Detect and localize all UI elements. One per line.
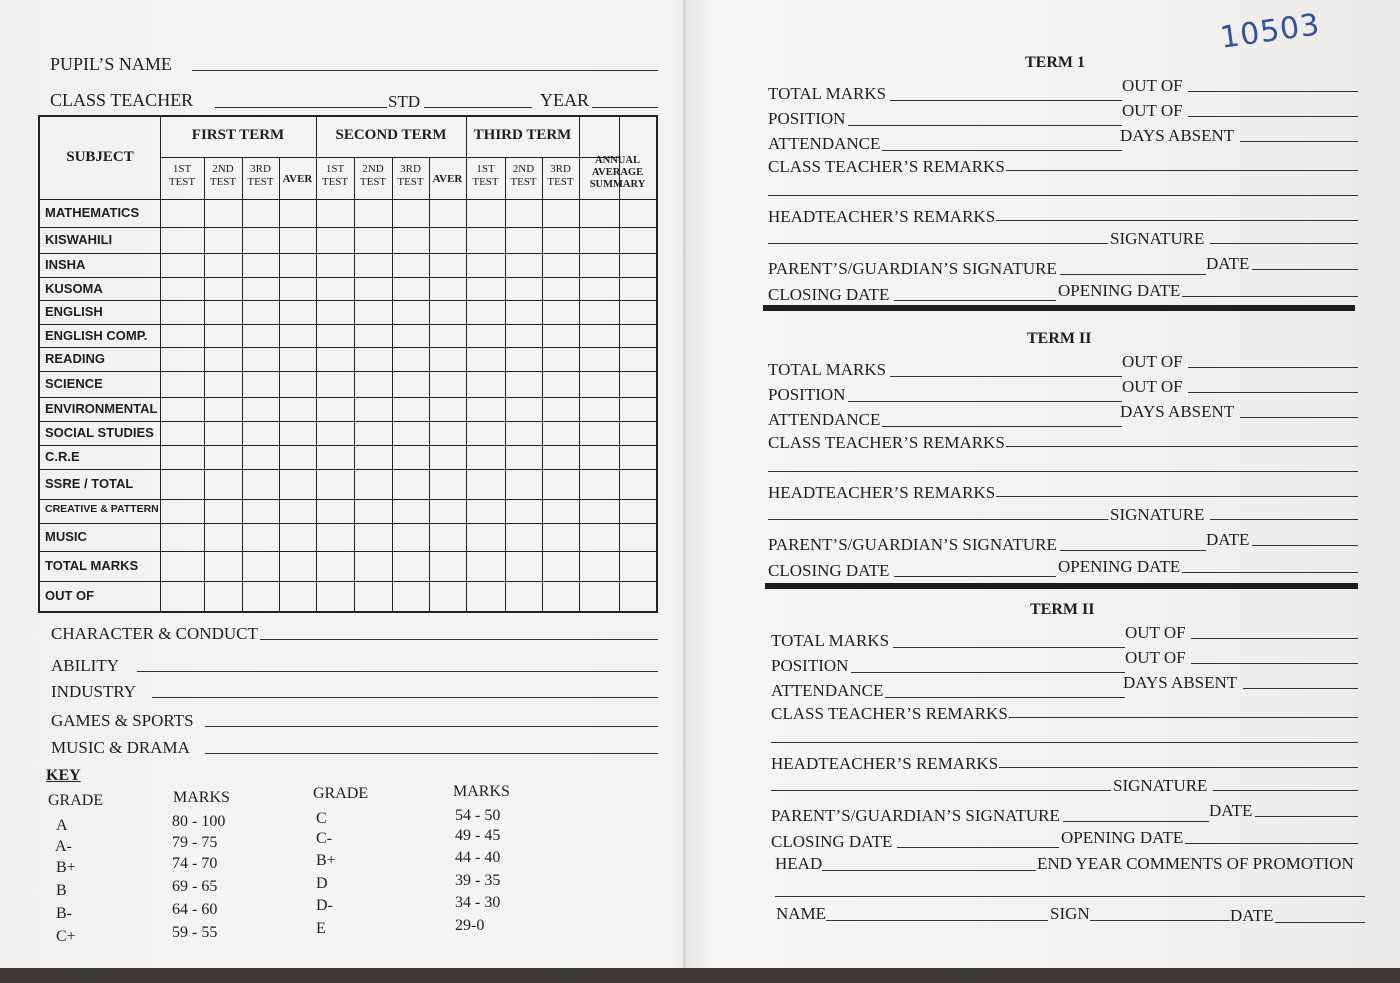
table-row-line	[40, 445, 656, 446]
subject-name: TOTAL MARKS	[45, 558, 139, 573]
key-marks-1: 59 - 55	[172, 924, 218, 941]
table-row-line	[40, 397, 656, 398]
term-title: TERM 1	[1025, 54, 1085, 71]
test-col-header: 2ND TEST	[510, 163, 537, 188]
table-row-line	[40, 324, 656, 325]
subject-name: CREATIVE & PATTERN	[45, 503, 159, 515]
table-col-line	[354, 157, 355, 611]
class-teacher-remarks-label: CLASS TEACHER’S REMARKS	[771, 704, 1008, 723]
closing-date-label: CLOSING DATE	[771, 832, 893, 851]
opening-date-label: OPENING DATE	[1058, 557, 1181, 576]
annual-average-header: ANNUAL AVERAGE SUMMARY	[589, 155, 646, 191]
date-label: DATE	[1206, 254, 1250, 273]
headteacher-sign-line[interactable]	[768, 243, 1108, 244]
key-marks-header-2: MARKS	[453, 783, 510, 800]
key-grade-2: C-	[316, 830, 332, 847]
headteacher-remarks-field[interactable]	[996, 496, 1358, 497]
class-teacher-field[interactable]	[215, 107, 387, 108]
parent-signature-label: PARENT’S/GUARDIAN’S SIGNATURE	[771, 806, 1060, 825]
key-title: KEY	[46, 767, 81, 784]
year-label: YEAR	[540, 90, 589, 110]
subject-name: ENGLISH	[45, 304, 103, 319]
key-grade-header-2: GRADE	[313, 785, 369, 802]
table-col-line	[316, 117, 317, 611]
table-col-line	[392, 157, 393, 611]
key-grade-1: B+	[56, 859, 76, 876]
total-out-of-field[interactable]	[1188, 91, 1358, 92]
subject-name: MATHEMATICS	[45, 205, 140, 220]
headteacher-remarks-label: HEADTEACHER’S REMARKS	[768, 207, 996, 226]
table-row-line	[40, 551, 656, 552]
date-label: DATE	[1209, 801, 1253, 820]
key-marks-2: 34 - 30	[455, 894, 501, 911]
table-col-line	[429, 157, 430, 611]
headteacher-sign-line[interactable]	[771, 790, 1111, 791]
test-col-header: 1ST TEST	[321, 163, 349, 188]
marks-table	[38, 115, 658, 613]
key-grade-2: E	[316, 920, 326, 937]
position-field[interactable]	[848, 401, 1122, 402]
position-out-of-field[interactable]	[1188, 392, 1358, 393]
closing-date-field[interactable]	[894, 576, 1056, 577]
key-grade-2: D-	[316, 897, 333, 914]
total-marks-field[interactable]	[890, 100, 1122, 101]
end-year-comments-label: END YEAR COMMENTS OF PROMOTION	[1037, 854, 1354, 873]
sign-label: SIGN	[1050, 904, 1090, 923]
headteacher-remarks-field[interactable]	[996, 220, 1358, 221]
test-col-header: 1ST TEST	[472, 163, 499, 188]
closing-date-label: CLOSING DATE	[768, 561, 890, 580]
total-marks-label: TOTAL MARKS	[768, 360, 887, 379]
position-label: POSITION	[768, 109, 846, 128]
days-absent-label: DAYS ABSENT	[1123, 673, 1238, 692]
closing-date-field[interactable]	[897, 847, 1059, 848]
table-row-line	[40, 199, 656, 200]
subject-name: KUSOMA	[45, 280, 103, 296]
attendance-field[interactable]	[885, 697, 1125, 698]
name-label: NAME	[776, 904, 827, 923]
table-row-line	[40, 469, 656, 470]
test-col-header: 3RD TEST	[547, 163, 574, 188]
opening-date-field[interactable]	[1182, 572, 1358, 573]
trait-field[interactable]	[205, 753, 658, 754]
table-row-line	[40, 253, 656, 254]
std-field[interactable]	[424, 107, 532, 108]
date-field[interactable]	[1252, 269, 1358, 270]
table-col-line	[466, 117, 467, 611]
trait-label: GAMES & SPORTS	[51, 711, 194, 730]
term-header: SECOND TERM	[335, 127, 447, 143]
date-field[interactable]	[1252, 545, 1358, 546]
signature-field[interactable]	[1210, 243, 1358, 244]
key-grade-header-1: GRADE	[48, 792, 104, 809]
attendance-label: ATTENDANCE	[768, 134, 881, 153]
closing-date-field[interactable]	[894, 300, 1056, 301]
aver-col-header: AVER	[282, 173, 313, 185]
subject-name: SSRE / TOTAL	[45, 476, 134, 491]
subject-name: C.R.E	[45, 449, 80, 464]
total-out-of-field[interactable]	[1191, 638, 1358, 639]
headteacher-remarks-field[interactable]	[999, 767, 1358, 768]
key-marks-1: 69 - 65	[172, 878, 218, 895]
position-field[interactable]	[851, 672, 1125, 673]
total-marks-field[interactable]	[890, 376, 1122, 377]
parent-signature-field[interactable]	[1060, 274, 1206, 275]
position-label: POSITION	[768, 385, 846, 404]
class-teacher-remarks-label: CLASS TEACHER’S REMARKS	[768, 433, 1005, 452]
pupil-name-field[interactable]	[192, 70, 658, 71]
test-col-header: 1ST TEST	[168, 163, 196, 188]
key-marks-2: 54 - 50	[455, 807, 501, 824]
class-teacher-remarks-field-2[interactable]	[768, 195, 1358, 196]
key-grade-1: A	[56, 817, 68, 834]
class-teacher-remarks-label: CLASS TEACHER’S REMARKS	[768, 157, 1005, 176]
table-row-line	[40, 227, 656, 228]
opening-date-label: OPENING DATE	[1058, 281, 1181, 300]
background-edge	[0, 968, 1400, 983]
table-col-line	[160, 117, 161, 611]
signature-label: SIGNATURE	[1110, 505, 1205, 524]
trait-field[interactable]	[152, 697, 658, 698]
key-grade-2: D	[316, 875, 328, 892]
class-teacher-remarks-field[interactable]	[1006, 170, 1358, 171]
key-marks-1: 64 - 60	[172, 901, 218, 918]
head-label: HEAD	[775, 854, 823, 873]
class-teacher-remarks-field[interactable]	[1009, 717, 1358, 718]
total-marks-field[interactable]	[893, 647, 1125, 648]
subject-name: READING	[45, 351, 105, 366]
headteacher-sign-line[interactable]	[768, 519, 1108, 520]
table-row-line	[40, 277, 656, 278]
subject-name: MUSIC	[45, 529, 87, 544]
table-row-line	[40, 371, 656, 372]
position-label: POSITION	[771, 656, 849, 675]
handwritten-number: 10503	[1218, 7, 1323, 56]
term-separator	[763, 305, 1355, 311]
days-absent-label: DAYS ABSENT	[1120, 126, 1235, 145]
key-marks-header-1: MARKS	[173, 789, 230, 806]
term-title: TERM II	[1030, 601, 1095, 618]
subject-name: ENVIRONMENTAL	[45, 401, 158, 416]
opening-date-label: OPENING DATE	[1061, 828, 1184, 847]
total-out-of-field[interactable]	[1188, 367, 1358, 368]
headteacher-remarks-label: HEADTEACHER’S REMARKS	[768, 483, 996, 502]
days-absent-field[interactable]	[1240, 417, 1358, 418]
key-grade-1: B	[56, 882, 67, 899]
key-marks-2: 39 - 35	[455, 872, 501, 889]
key-marks-2: 49 - 45	[455, 827, 501, 844]
table-col-line	[279, 157, 280, 611]
year-field[interactable]	[592, 107, 658, 108]
table-row-line	[40, 421, 656, 422]
total-marks-label: TOTAL MARKS	[768, 84, 887, 103]
attendance-label: ATTENDANCE	[771, 681, 884, 700]
position-out-of-field[interactable]	[1188, 116, 1358, 117]
table-col-line	[204, 157, 205, 611]
out-of-label: OUT OF	[1122, 352, 1183, 371]
signature-label: SIGNATURE	[1110, 229, 1205, 248]
out-of-label: OUT OF	[1122, 101, 1183, 120]
table-col-line	[542, 157, 543, 611]
name-field[interactable]	[826, 920, 1048, 921]
test-col-header: 3RD TEST	[397, 163, 424, 188]
date-label: DATE	[1206, 530, 1250, 549]
out-of-label: OUT OF	[1122, 76, 1183, 95]
position-out-of-field[interactable]	[1191, 663, 1358, 664]
table-col-line	[242, 157, 243, 611]
subject-name: SOCIAL STUDIES	[45, 425, 154, 440]
trait-field[interactable]	[205, 726, 658, 727]
date-field[interactable]	[1255, 816, 1358, 817]
days-absent-field[interactable]	[1243, 688, 1358, 689]
test-col-header: 2ND TEST	[209, 163, 237, 188]
key-grade-1: C+	[56, 928, 76, 945]
position-field[interactable]	[848, 125, 1122, 126]
aver-col-header: AVER	[432, 173, 463, 185]
std-label: STD	[388, 92, 421, 111]
subject-name: INSHA	[45, 257, 86, 272]
term-title: TERM II	[1027, 330, 1092, 347]
table-header-divider	[160, 157, 619, 158]
subject-name: KISWAHILI	[45, 232, 113, 247]
test-col-header: 2ND TEST	[359, 163, 387, 188]
subject-name: ENGLISH COMP.	[45, 327, 148, 343]
term-header: FIRST TERM	[191, 127, 285, 143]
class-teacher-label: CLASS TEACHER	[50, 90, 194, 110]
headteacher-remarks-label: HEADTEACHER’S REMARKS	[771, 754, 999, 773]
parent-signature-label: PARENT’S/GUARDIAN’S SIGNATURE	[768, 535, 1057, 554]
end-year-comments-field[interactable]	[775, 896, 1365, 897]
key-marks-2: 44 - 40	[455, 849, 501, 866]
key-marks-1: 80 - 100	[172, 813, 226, 830]
key-grade-2: B+	[316, 852, 336, 869]
sign-field[interactable]	[1090, 920, 1230, 921]
table-row-line	[40, 523, 656, 524]
subject-name: OUT OF	[45, 588, 95, 603]
subject-header: SUBJECT	[66, 149, 134, 165]
end-date-field[interactable]	[1275, 922, 1365, 923]
attendance-field[interactable]	[882, 150, 1122, 151]
subject-name: SCIENCE	[45, 376, 103, 391]
parent-signature-label: PARENT’S/GUARDIAN’S SIGNATURE	[768, 259, 1057, 278]
signature-field[interactable]	[1213, 790, 1358, 791]
parent-signature-field[interactable]	[1060, 550, 1206, 551]
out-of-label: OUT OF	[1125, 623, 1186, 642]
trait-label: MUSIC & DRAMA	[51, 738, 190, 757]
opening-date-field[interactable]	[1185, 843, 1358, 844]
trait-field[interactable]	[260, 639, 658, 640]
signature-field[interactable]	[1210, 519, 1358, 520]
attendance-field[interactable]	[882, 426, 1122, 427]
key-grade-1: B-	[56, 905, 72, 922]
out-of-label: OUT OF	[1125, 648, 1186, 667]
class-teacher-remarks-field[interactable]	[1006, 446, 1358, 447]
opening-date-field[interactable]	[1182, 296, 1358, 297]
signature-label: SIGNATURE	[1113, 776, 1208, 795]
key-marks-1: 74 - 70	[172, 855, 218, 872]
page-fold	[683, 0, 686, 983]
key-marks-1: 79 - 75	[172, 834, 218, 851]
closing-date-label: CLOSING DATE	[768, 285, 890, 304]
pupil-name-label: PUPIL’S NAME	[50, 54, 172, 74]
term-separator	[765, 583, 1358, 589]
table-col-line	[505, 157, 506, 611]
table-row-line	[40, 347, 656, 348]
parent-signature-field[interactable]	[1063, 821, 1209, 822]
attendance-label: ATTENDANCE	[768, 410, 881, 429]
days-absent-label: DAYS ABSENT	[1120, 402, 1235, 421]
trait-label: CHARACTER & CONDUCT	[51, 624, 258, 643]
days-absent-field[interactable]	[1240, 141, 1358, 142]
table-row-line	[40, 300, 656, 301]
end-date-label: DATE	[1230, 906, 1274, 925]
term-header: THIRD TERM	[473, 127, 572, 143]
head-field[interactable]	[822, 870, 1036, 871]
trait-label: ABILITY	[51, 656, 119, 675]
table-row-line	[40, 581, 656, 582]
class-teacher-remarks-field-2[interactable]	[768, 471, 1358, 472]
total-marks-label: TOTAL MARKS	[771, 631, 890, 650]
key-grade-2: C	[316, 810, 327, 827]
out-of-label: OUT OF	[1122, 377, 1183, 396]
table-row-line	[40, 499, 656, 500]
trait-label: INDUSTRY	[51, 682, 137, 701]
key-marks-2: 29-0	[455, 917, 485, 934]
key-grade-1: A-	[55, 838, 72, 855]
trait-field[interactable]	[137, 671, 658, 672]
class-teacher-remarks-field-2[interactable]	[771, 742, 1358, 743]
test-col-header: 3RD TEST	[247, 163, 274, 188]
